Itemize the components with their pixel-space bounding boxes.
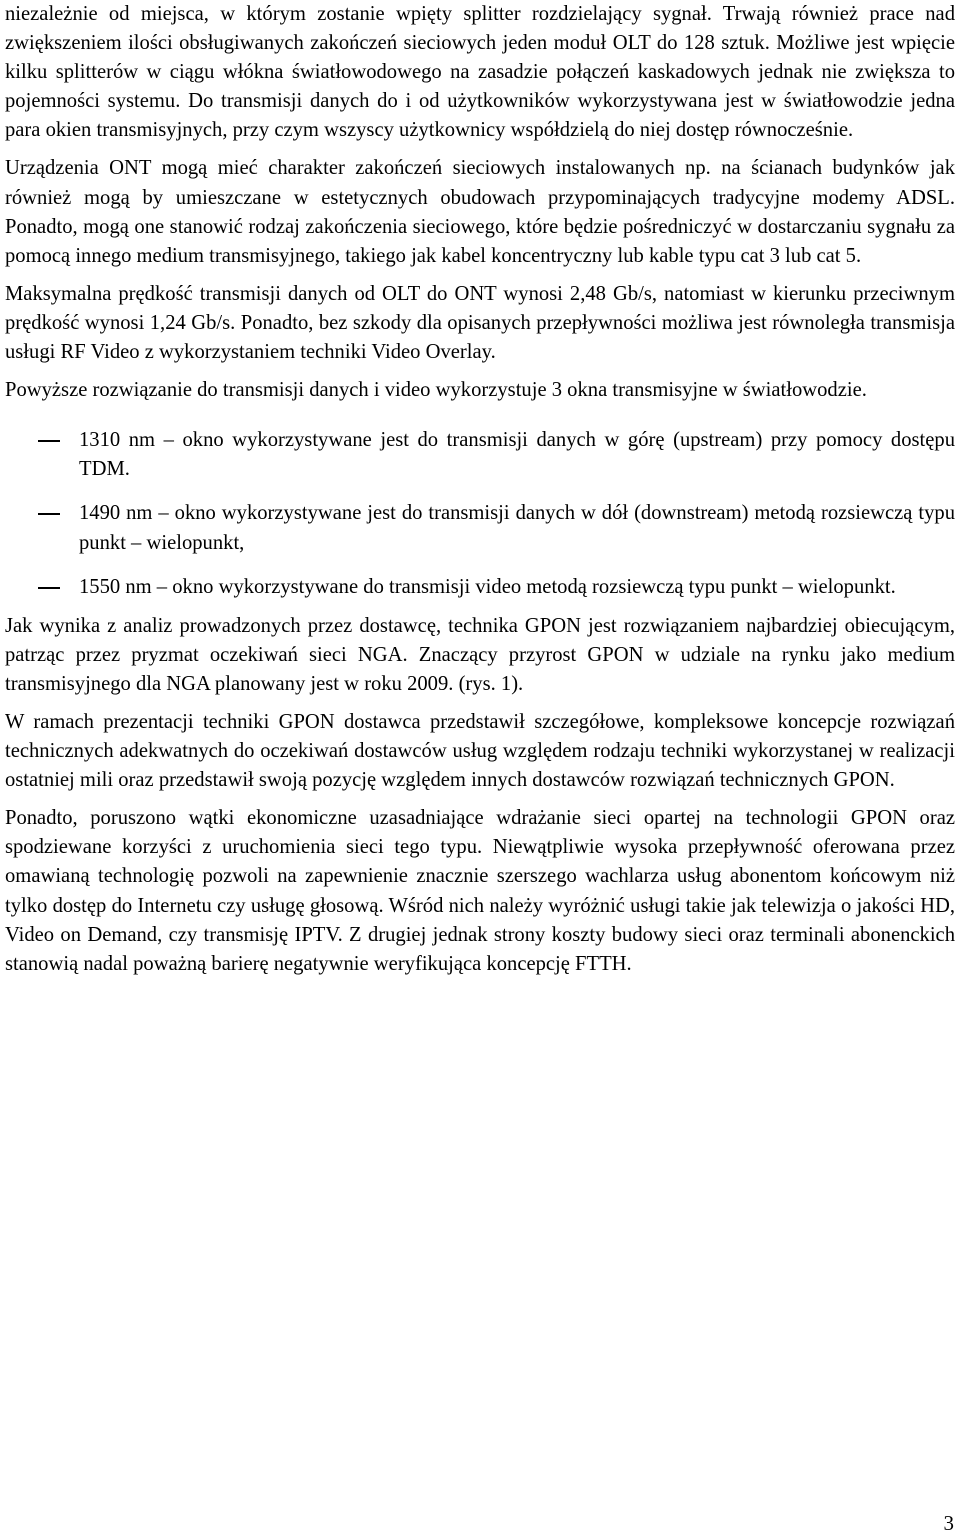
list-item-text: 1550 nm – okno wykorzystywane do transmisji video metodą rozsiewczą typu punkt – wielopunkt. [79, 575, 896, 598]
list-item-text: 1310 nm – okno wykorzystywane jest do transmisji danych w górę (upstream) przy pomocy dostępu TDM. [79, 429, 955, 481]
dash-bullet-icon [38, 440, 60, 442]
paragraph-ont-devices: Urządzenia ONT mogą mieć charakter zakończeń sieciowych instalowanych np. na ścianach budynków jak również mogą by umieszczane w estetycznych obudowach przypominających tradycyjne modemy ADSL. Ponadto, mogą one stanowić rodzaj zakończenia sieciowego, które będzie pośredniczyć w dostarczaniu sygnału za pomocą innego medium transmisyjnego, takiego jak kabel koncentryczny lub kable typu cat 3 lub cat 5. [5, 157, 955, 267]
dash-bullet-icon [38, 587, 60, 589]
paragraph-gpon-presentation: W ramach prezentacji techniki GPON dostawca przedstawił szczegółowe, kompleksowe koncepcje rozwiązań technicznych adekwatnych do oczekiwań dostawców usług względem rodzaju techniki wykorzystanej w realizacji ostatniej mili oraz przedstawił swoją pozycję względem innych dostawców rozwiązań technicznych GPON. [5, 710, 955, 792]
list-item-text: 1490 nm – okno wykorzystywane jest do transmisji danych w dół (downstream) metodą rozsiewczą typu punkt – wielopunkt, [79, 502, 955, 554]
paragraph-gpon-analysis: Jak wynika z analiz prowadzonych przez dostawcę, technika GPON jest rozwiązaniem najbardziej obiecującym, patrząc przez pryzmat oczekiwań sieci NGA. Znaczący przyrost GPON w udziale na rynku jako medium transmisyjnego dla NGA planowany jest w roku 2009. (rys. 1). [5, 614, 955, 695]
dash-bullet-icon [38, 513, 60, 515]
list-item-1550nm [5, 573, 955, 602]
transmission-windows-list [5, 426, 955, 601]
paragraph-transmission-windows: Powyższe rozwiązanie do transmisji danych i video wykorzystuje 3 okna transmisyjne w światłowodzie. [5, 379, 867, 402]
paragraph-splitter-transmission: niezależnie od miejsca, w którym zostanie wpięty splitter rozdzielający sygnał. Trwają również prace nad zwiększeniem ilości obsługiwanych zakończeń sieciowych jeden moduł OLT do 128 sztuk. Możliwe jest wpięcie kilku splitterów w ciągu włókna światłowodowego na zasadzie połączeń kaskadowych jednak nie zwiększa to pojemności systemu. Do transmisji danych do i od użytkowników wykorzystywana jest w światłowodzie jedna para okien transmisyjnych, przy czym wszyscy użytkownicy współdzielą do niej dostęp równocześnie. [5, 3, 955, 142]
page-number: 3 [943, 1511, 954, 1535]
list-item-1310nm [5, 426, 955, 484]
document-body [5, 0, 955, 979]
paragraph-max-speed: Maksymalna prędkość transmisji danych od OLT do ONT wynosi 2,48 Gb/s, natomiast w kierunku przeciwnym prędkość wynosi 1,24 Gb/s. Ponadto, bez szkody dla opisanych przepływności możliwa jest równoległa transmisja usługi RF Video z wykorzystaniem techniki Video Overlay. [5, 282, 955, 364]
paragraph-economics: Ponadto, poruszono wątki ekonomiczne uzasadniające wdrażanie sieci opartej na technologii GPON oraz spodziewane korzyści z uruchomienia sieci tego typu. Niewątpliwie wysoka przepływność oferowana przez omawianą technologię pozwoli na zapewnienie znacznie szerszego wachlarza usług abonentom końcowym niż tylko dostęp do Internetu czy usługę głosową. Wśród nich należy wyróżnić usługi takie jak telewizja o jakości HD, Video on Demand, czy transmisję IPTV. Z drugiej jednak strony koszty budowy sieci oraz terminali abonenckich stanowią nadal poważną barierę negatywnie weryfikująca koncepcję FTTH. [5, 807, 955, 975]
list-item-1490nm [5, 499, 955, 557]
